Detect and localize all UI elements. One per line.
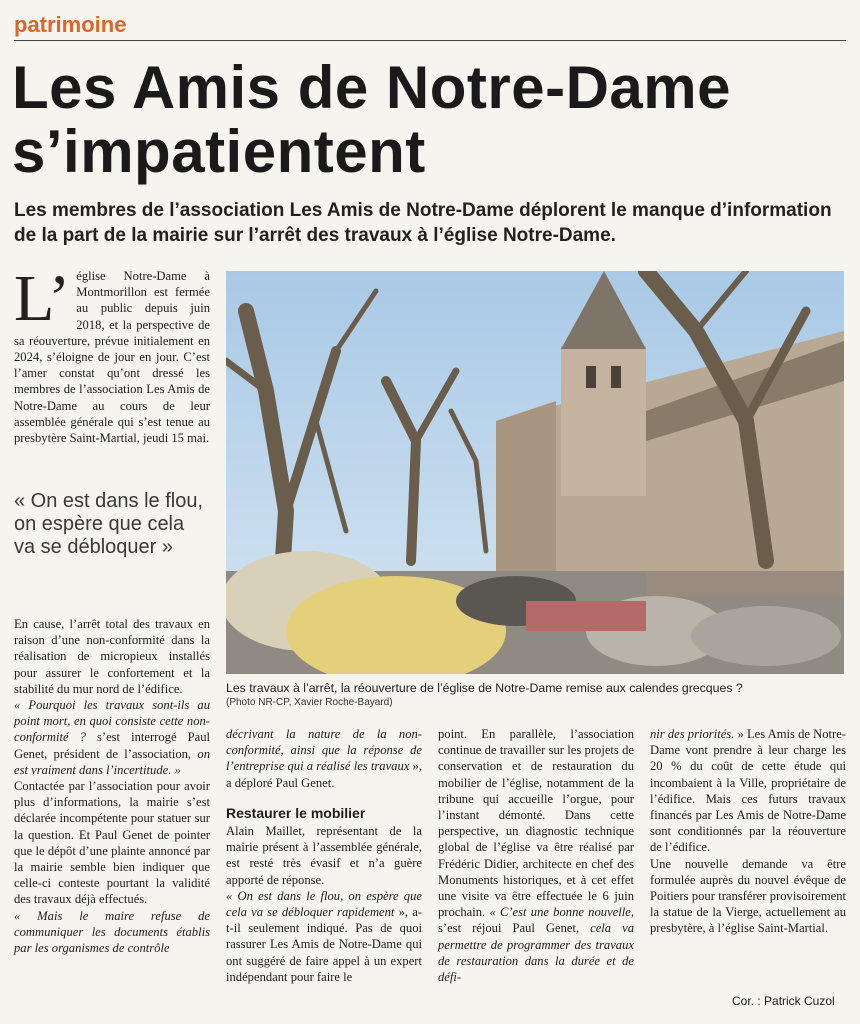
col1-paragraph-1: En cause, l’arrêt total des travaux en raison d’une non-conformité dans la réalisation de micropieux installés pour assurer le confortement et la stabilité du mur nord de l’édifice. (14, 617, 210, 696)
col2-paragraph-2: Alain Maillet, représentant de la mairie présent à l’assemblée générale, est resté très évasif et n’a guère apporté de réponse. (226, 824, 422, 887)
section-rubric: patrimoine (14, 12, 127, 37)
col1-paragraph-3: Contactée par l’association pour avoir plus d’informations, la mairie s’est déclarée incompétente pour statuer sur la question. Et Paul Genet de pointer que le dépôt d’une plainte annoncé par la mairie semble bien indiquer que celle-ci conteste pourtant la validité des travaux déjà effectués. (14, 779, 210, 907)
col1-paragraph-4: « Mais le maire refuse de communiquer les documents établis par les organismes de contrôle (14, 908, 210, 956)
column-1 (14, 616, 210, 956)
column-2 (226, 726, 422, 985)
col1-paragraph-2: « Pourquoi les travaux sont-ils au point mort, en quoi consiste cette non-conformité ? s’est interrogé Paul Genet, président de l’association, on est vraiment dans l’incertitude. » (14, 698, 210, 777)
church-photo-illustration (226, 271, 844, 674)
intro-column (14, 262, 210, 446)
standfirst: Les membres de l’association Les Amis de Notre-Dame déplorent le manque d’information de la part de la mairie sur l’arrêt des travaux à l’église Notre-Dame. (14, 200, 832, 246)
col4-paragraph-2: Une nouvelle demande va être formulée auprès du nouvel évêque de Poitiers pour transférer provisoirement la statue de la Vierge, actuellement au presbytère, à l’église Saint-Martial. (650, 856, 846, 936)
column-4 (650, 726, 846, 937)
col2-paragraph-3: « On est dans le flou, on espère que cela va se débloquer rapidement », a-t-il seulement indiqué. Pas de quoi rassurer Les Amis de Notre-Dame qui ont suggéré de faire appel à un expert indépendant pour faire le (226, 888, 422, 984)
col3-paragraph-1: point. En parallèle, l’association continue de travailler sur les projets de conservation et de restauration du mobilier de l’église, notamment de la tribune qui accueille l’orgue, pour l’instant démonté. Dans cette perspective, un diagnostic technique global de l’église va être réalisé par Frédéric Didier, architecte en chef des Monuments historiques, et à cet effet une visite va être effectuée le 6 juin prochain. « C’est une bonne nouvelle, s’est réjoui Paul Genet, cela va permettre de programmer des travaux de restauration dans la durée et de défi- (438, 727, 634, 985)
subheading: Restaurer le mobilier (226, 804, 366, 821)
headline-line-2: s’impatientent (12, 118, 426, 185)
church-photo (226, 271, 844, 674)
intro-text: église Notre-Dame à Montmorillon est fermée au public depuis juin 2018, et la perspective de sa réouverture, prévue initialement en 2024, s’éloigne de jour en jour. C’est l’amer constat qu’ont dressé les membres de l’association Les Amis de Notre-Dame au cours de leur assemblée générale qui s’est tenue au presbytère Saint-Martial, jeudi 15 mai. (14, 269, 210, 446)
col4-paragraph-1: nir des priorités. » Les Amis de Notre-Dame vont prendre à leur charge les 20 % du coût de cette étude qui incombaient à la Ville, propriétaire de l’édifice. Mais ces futurs travaux financés par Les Amis de Notre-Dame sont conditionnés par la réouverture de l’édifice. (650, 727, 846, 855)
col2-paragraph-1: décrivant la nature de la non-conformité, ainsi que la réponse de l’entreprise qui a réalisé les travaux », a déploré Paul Genet. (226, 727, 422, 790)
headline (12, 56, 842, 184)
author-signature: Cor. : Patrick Cuzol (732, 994, 835, 1008)
pull-quote: « On est dans le flou, on espère que cela va se débloquer » (14, 490, 204, 558)
drop-cap: L’ (14, 262, 71, 335)
photo-credit: (Photo NR-CP, Xavier Roche-Bayard) (226, 697, 393, 708)
photo-caption: Les travaux à l’arrêt, la réouverture de l’église de Notre-Dame remise aux calendes grecques ? (226, 681, 743, 695)
column-3 (438, 726, 634, 985)
headline-line-1: Les Amis de Notre-Dame (12, 54, 731, 121)
header-rule (14, 40, 846, 41)
